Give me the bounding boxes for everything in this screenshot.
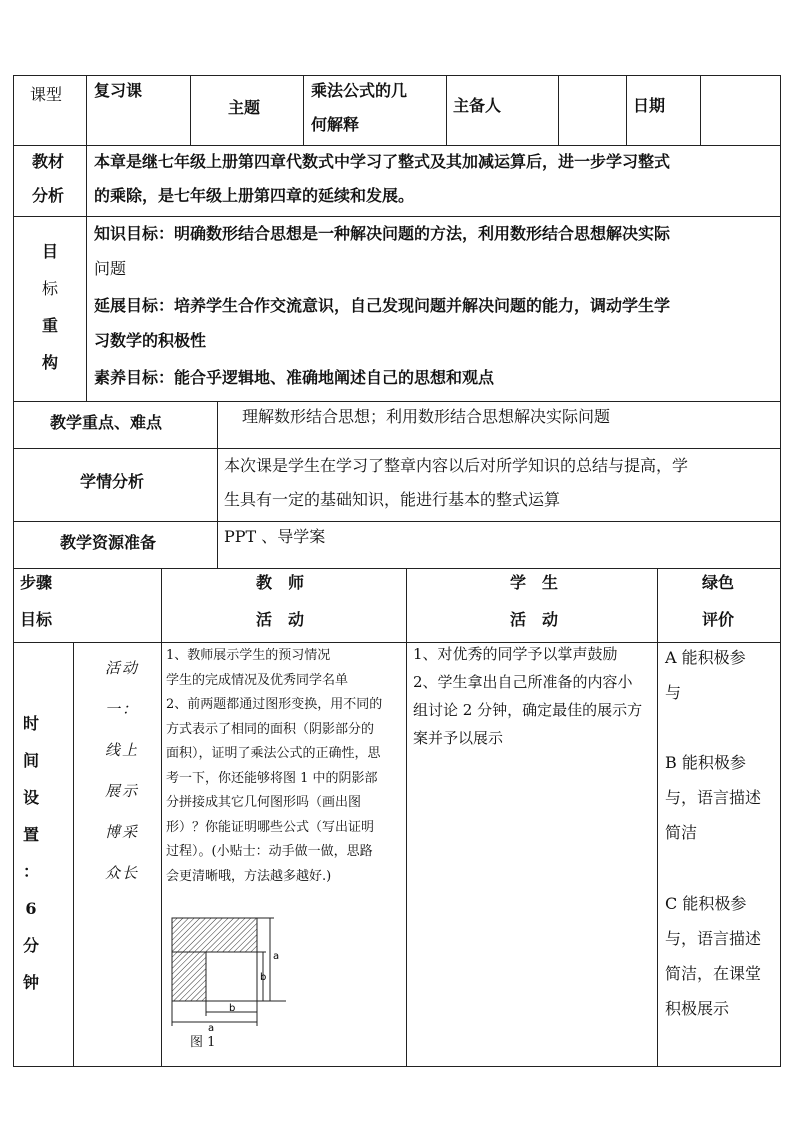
student-analysis-line-1: 本次课是学生在学习了整章内容以后对所学知识的总结与提高，学 bbox=[224, 456, 689, 475]
preparer-label: 主备人 bbox=[453, 96, 502, 115]
inner-square bbox=[206, 952, 257, 1001]
figure-label-a-bottom: a bbox=[208, 1023, 215, 1032]
time-char: 设 bbox=[22, 788, 39, 807]
key-points-value: 理解数形结合思想；利用数形结合思想解决实际问题 bbox=[242, 407, 611, 426]
resources-label: 教学资源准备 bbox=[60, 533, 157, 552]
student-line: 案并予以展示 bbox=[413, 729, 504, 747]
time-char: 置 bbox=[22, 825, 39, 844]
teacher-line: 学生的完成情况及优秀同学名单 bbox=[166, 672, 349, 688]
teacher-activity bbox=[166, 644, 404, 889]
figure-caption: 图 1 bbox=[190, 1035, 216, 1050]
goals-label bbox=[30, 233, 70, 381]
evaluation-line: B 能积极参 bbox=[665, 753, 746, 772]
step-label-2: 目标 bbox=[20, 610, 53, 629]
literacy-goal: 素养目标：能合乎逻辑地、准确地阐述自己的思想和观点 bbox=[94, 368, 495, 387]
figure-1-diagram bbox=[166, 912, 296, 1032]
evaluation-line: 与 bbox=[665, 683, 682, 702]
evaluation-line: 与，语言描述 bbox=[665, 929, 762, 948]
analysis-line-2: 的乘除，是七年级上册第四章的延续和发展。 bbox=[94, 186, 415, 205]
teacher-line: 会更清晰哦，方法越多越好.) bbox=[166, 868, 332, 884]
topic-value-line-1: 乘法公式的几 bbox=[311, 81, 408, 100]
analysis-label-1: 教材 bbox=[32, 152, 65, 171]
goals-char: 标 bbox=[41, 279, 58, 298]
student-analysis-label: 学情分析 bbox=[80, 472, 145, 491]
knowledge-goal-line-2: 问题 bbox=[94, 259, 127, 278]
topic-label: 主题 bbox=[228, 98, 261, 117]
student-head-2: 活 动 bbox=[510, 610, 559, 629]
goals-char: 目 bbox=[41, 242, 58, 261]
time-setting-label bbox=[14, 705, 48, 1001]
key-points-label: 教学重点、难点 bbox=[50, 413, 163, 432]
teacher-line: 面积），证明了乘法公式的正确性，思 bbox=[166, 746, 381, 761]
time-char: 钟 bbox=[22, 973, 39, 992]
teacher-line: 分拼接成其它几何图形吗（画出图 bbox=[166, 795, 362, 810]
teacher-line: 形）？你能证明哪些公式（写出证明 bbox=[166, 819, 375, 835]
student-line: 1、对优秀的同学予以掌声鼓励 bbox=[413, 645, 618, 663]
type-value: 复习课 bbox=[94, 81, 143, 100]
teacher-head-1: 教 师 bbox=[256, 573, 305, 592]
green-head-2: 评价 bbox=[702, 610, 735, 629]
activity-char: 线上 bbox=[104, 741, 139, 759]
student-analysis-line-2: 生具有一定的基础知识，能进行基本的整式运算 bbox=[224, 490, 561, 509]
time-char: 分 bbox=[22, 936, 39, 955]
evaluation-line: 简洁 bbox=[665, 823, 698, 842]
shaded-left-strip bbox=[172, 952, 206, 1001]
figure-label-b-bottom: b bbox=[229, 1003, 236, 1014]
date-label: 日期 bbox=[633, 96, 666, 115]
evaluation-line: 与，语言描述 bbox=[665, 788, 762, 807]
evaluation-b bbox=[665, 745, 779, 850]
knowledge-goal-line-1: 知识目标：明确数形结合思想是一种解决问题的方法，利用数形结合思想解决实际 bbox=[94, 224, 671, 243]
teacher-line: 方式表示了相同的面积（阴影部分的 bbox=[166, 721, 375, 737]
resources-value: PPT 、导学案 bbox=[224, 527, 326, 546]
type-label: 课型 bbox=[30, 85, 63, 104]
evaluation-line: C 能积极参 bbox=[665, 894, 747, 913]
teacher-line: 考一下，你还能够将图 1 中的阴影部 bbox=[166, 770, 378, 786]
time-char: ： bbox=[22, 862, 39, 881]
teacher-line: 1、教师展示学生的预习情况 bbox=[166, 648, 331, 663]
teacher-head-2: 活 动 bbox=[256, 610, 305, 629]
figure-label-a-right: a bbox=[273, 951, 280, 962]
step-label-1: 步骤 bbox=[20, 573, 53, 592]
activity-char: 博采 bbox=[104, 823, 139, 841]
evaluation-a bbox=[665, 640, 779, 710]
activity-char: 活动 bbox=[104, 659, 139, 677]
green-head-1: 绿色 bbox=[702, 573, 735, 592]
evaluation-line: 积极展示 bbox=[665, 999, 730, 1018]
activity-title bbox=[92, 648, 152, 894]
time-char: 间 bbox=[22, 751, 39, 770]
activity-char: 众长 bbox=[104, 864, 139, 882]
activity-char: 展示 bbox=[104, 782, 139, 800]
analysis-label-2: 分析 bbox=[32, 186, 65, 205]
student-head-1: 学 生 bbox=[510, 573, 559, 592]
time-char: 时 bbox=[22, 714, 39, 733]
topic-value-line-2: 何解释 bbox=[311, 115, 360, 134]
extension-goal-line-2: 习数学的积极性 bbox=[94, 331, 207, 350]
evaluation-c bbox=[665, 886, 779, 1026]
teacher-line: 过程）。(小贴士：动手做一做，思路 bbox=[166, 844, 373, 859]
time-char: 6 bbox=[25, 899, 37, 918]
student-line: 2、学生拿出自己所准备的内容小 bbox=[413, 673, 633, 691]
extension-goal-line-1: 延展目标：培养学生合作交流意识，自己发现问题并解决问题的能力，调动学生学 bbox=[94, 296, 671, 315]
shaded-top-strip bbox=[172, 918, 257, 952]
figure-label-b-right: b bbox=[260, 972, 267, 983]
goals-char: 构 bbox=[41, 353, 58, 372]
teacher-line: 2、前两题都通过图形变换，用不同的 bbox=[166, 697, 383, 712]
student-activity bbox=[413, 640, 655, 752]
student-line: 组讨论 2 分钟，确定最佳的展示方 bbox=[413, 701, 643, 719]
activity-char: 一： bbox=[104, 700, 139, 718]
evaluation-line: 简洁，在课堂 bbox=[665, 964, 762, 983]
evaluation-line: A 能积极参 bbox=[665, 648, 746, 667]
goals-char: 重 bbox=[41, 316, 58, 335]
analysis-line-1: 本章是继七年级上册第四章代数式中学习了整式及其加减运算后，进一步学习整式 bbox=[94, 152, 671, 171]
